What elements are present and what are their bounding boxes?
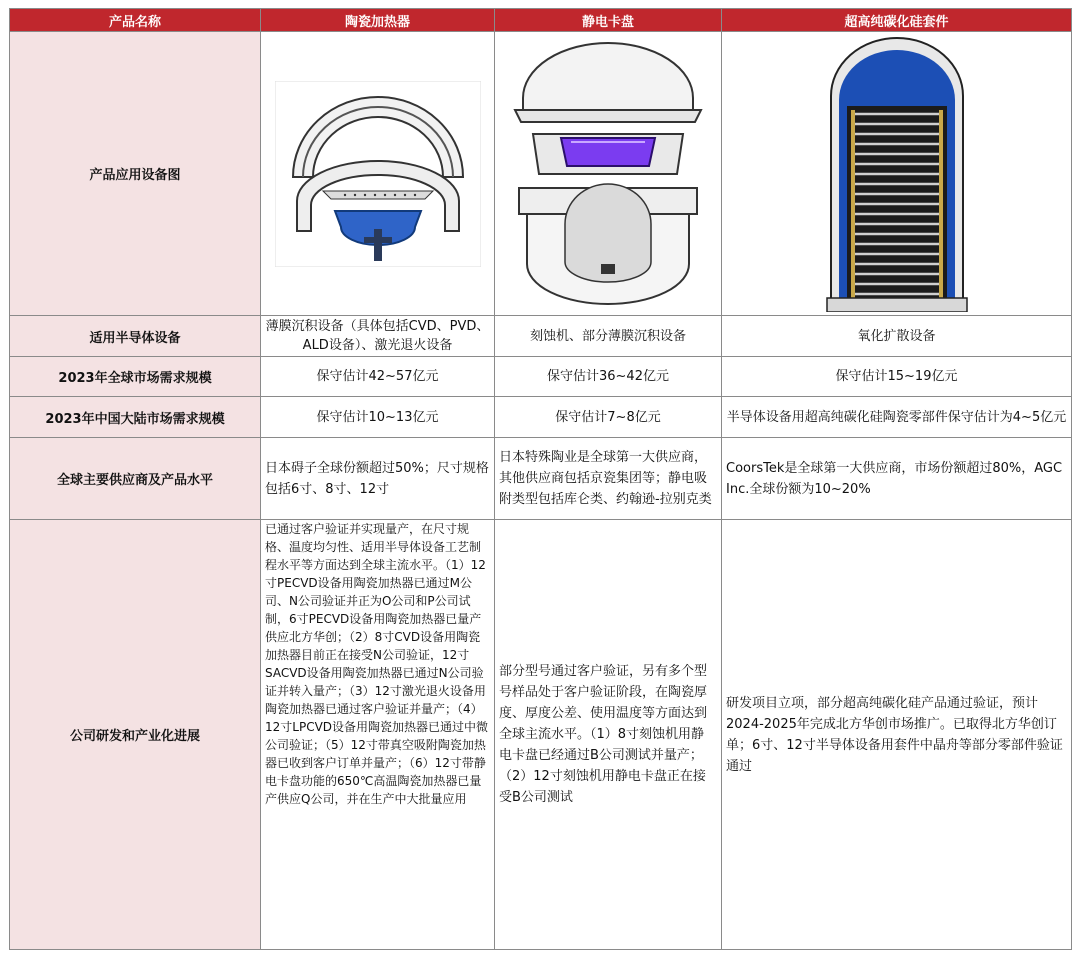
row-label-global-market: 2023年全球市场需求规模: [10, 357, 261, 397]
electrostatic-chuck-illustration: [505, 38, 711, 310]
header-product-name: 产品名称: [10, 9, 261, 32]
row-label-china-market: 2023年中国大陆市场需求规模: [10, 397, 261, 438]
row-label-progress: 公司研发和产业化进展: [10, 520, 261, 950]
cell-sic-suppliers: CoorsTek是全球第一大供应商，市场份额超过80%，AGC Inc.全球份额为10~20%: [722, 438, 1072, 520]
table-row-global-market: [10, 357, 1072, 397]
cell-chuck-global-market: 保守估计36~42亿元: [495, 357, 722, 397]
cell-heater-progress: 已通过客户验证并实现量产，在尺寸规格、温度均匀性、适用半导体设备工艺制程水平等方面达到全球主流水平。（1）12寸PECVD设备用陶瓷加热器已通过M公司、N公司验证并正为O公司和P公司试制，6寸PECVD设备用陶瓷加热器已量产供应北方华创；（2）8寸CVD设备用陶瓷加热器目前正在接受N公司验证，12寸SACVD设备用陶瓷加热器已通过N公司验证并转入量产；（3）12寸激光退火设备用陶瓷加热器已通过客户验证并量产；（4）12寸LPCVD设备用陶瓷加热器已通过中微公司验证；（5）12寸带真空吸附陶瓷加热器已收到客户订单并量产；（6）12寸带静电卡盘功能的650℃高温陶瓷加热器已量产供应Q公司，并在生产中大批量应用: [261, 520, 495, 950]
cell-heater-global-market: 保守估计42~57亿元: [261, 357, 495, 397]
row-label-suppliers: 全球主要供应商及产品水平: [10, 438, 261, 520]
row-label-equipment: 适用半导体设备: [10, 316, 261, 357]
sic-kit-image-cell: [722, 32, 1072, 316]
table-row-progress: [10, 520, 1072, 950]
cell-sic-equipment: 氧化扩散设备: [722, 316, 1072, 357]
cell-heater-china-market: 保守估计10~13亿元: [261, 397, 495, 438]
ceramic-heater-illustration: [275, 81, 481, 267]
cell-sic-global-market: 保守估计15~19亿元: [722, 357, 1072, 397]
cell-chuck-equipment: 刻蚀机、部分薄膜沉积设备: [495, 316, 722, 357]
header-row: [10, 9, 1072, 32]
comparison-table: [9, 8, 1072, 950]
cell-sic-china-market: 半导体设备用超高纯碳化硅陶瓷零部件保守估计为4~5亿元: [722, 397, 1072, 438]
ceramic-heater-image-cell: [261, 32, 495, 316]
table-row-suppliers: [10, 438, 1072, 520]
electrostatic-chuck-image-cell: [495, 32, 722, 316]
sic-kit-illustration: [821, 36, 973, 312]
table-row-images: [10, 32, 1072, 316]
cell-heater-equipment: 薄膜沉积设备（具体包括CVD、PVD、ALD设备）、激光退火设备: [261, 316, 495, 357]
cell-chuck-china-market: 保守估计7~8亿元: [495, 397, 722, 438]
cell-chuck-suppliers: 日本特殊陶业是全球第一大供应商，其他供应商包括京瓷集团等；静电吸附类型包括库仑类、约翰逊-拉别克类: [495, 438, 722, 520]
table-row-china-market: [10, 397, 1072, 438]
cell-heater-suppliers: 日本碍子全球份额超过50%；尺寸规格包括6寸、8寸、12寸: [261, 438, 495, 520]
row-label-images: 产品应用设备图: [10, 32, 261, 316]
cell-chuck-progress: 部分型号通过客户验证，另有多个型号样品处于客户验证阶段，在陶瓷厚度、厚度公差、使用温度等方面达到全球主流水平。（1）8寸刻蚀机用静电卡盘已经通过B公司测试并量产；（2）12寸刻蚀机用静电卡盘正在接受B公司测试: [495, 520, 722, 950]
table-row-equipment: [10, 316, 1072, 357]
header-electrostatic-chuck: 静电卡盘: [495, 9, 722, 32]
header-ceramic-heater: 陶瓷加热器: [261, 9, 495, 32]
header-sic-kit: 超高纯碳化硅套件: [722, 9, 1072, 32]
cell-sic-progress: 研发项目立项，部分超高纯碳化硅产品通过验证，预计2024-2025年完成北方华创市场推广。已取得北方华创订单；6寸、12寸半导体设备用套件中晶舟等部分零部件验证通过: [722, 520, 1072, 950]
